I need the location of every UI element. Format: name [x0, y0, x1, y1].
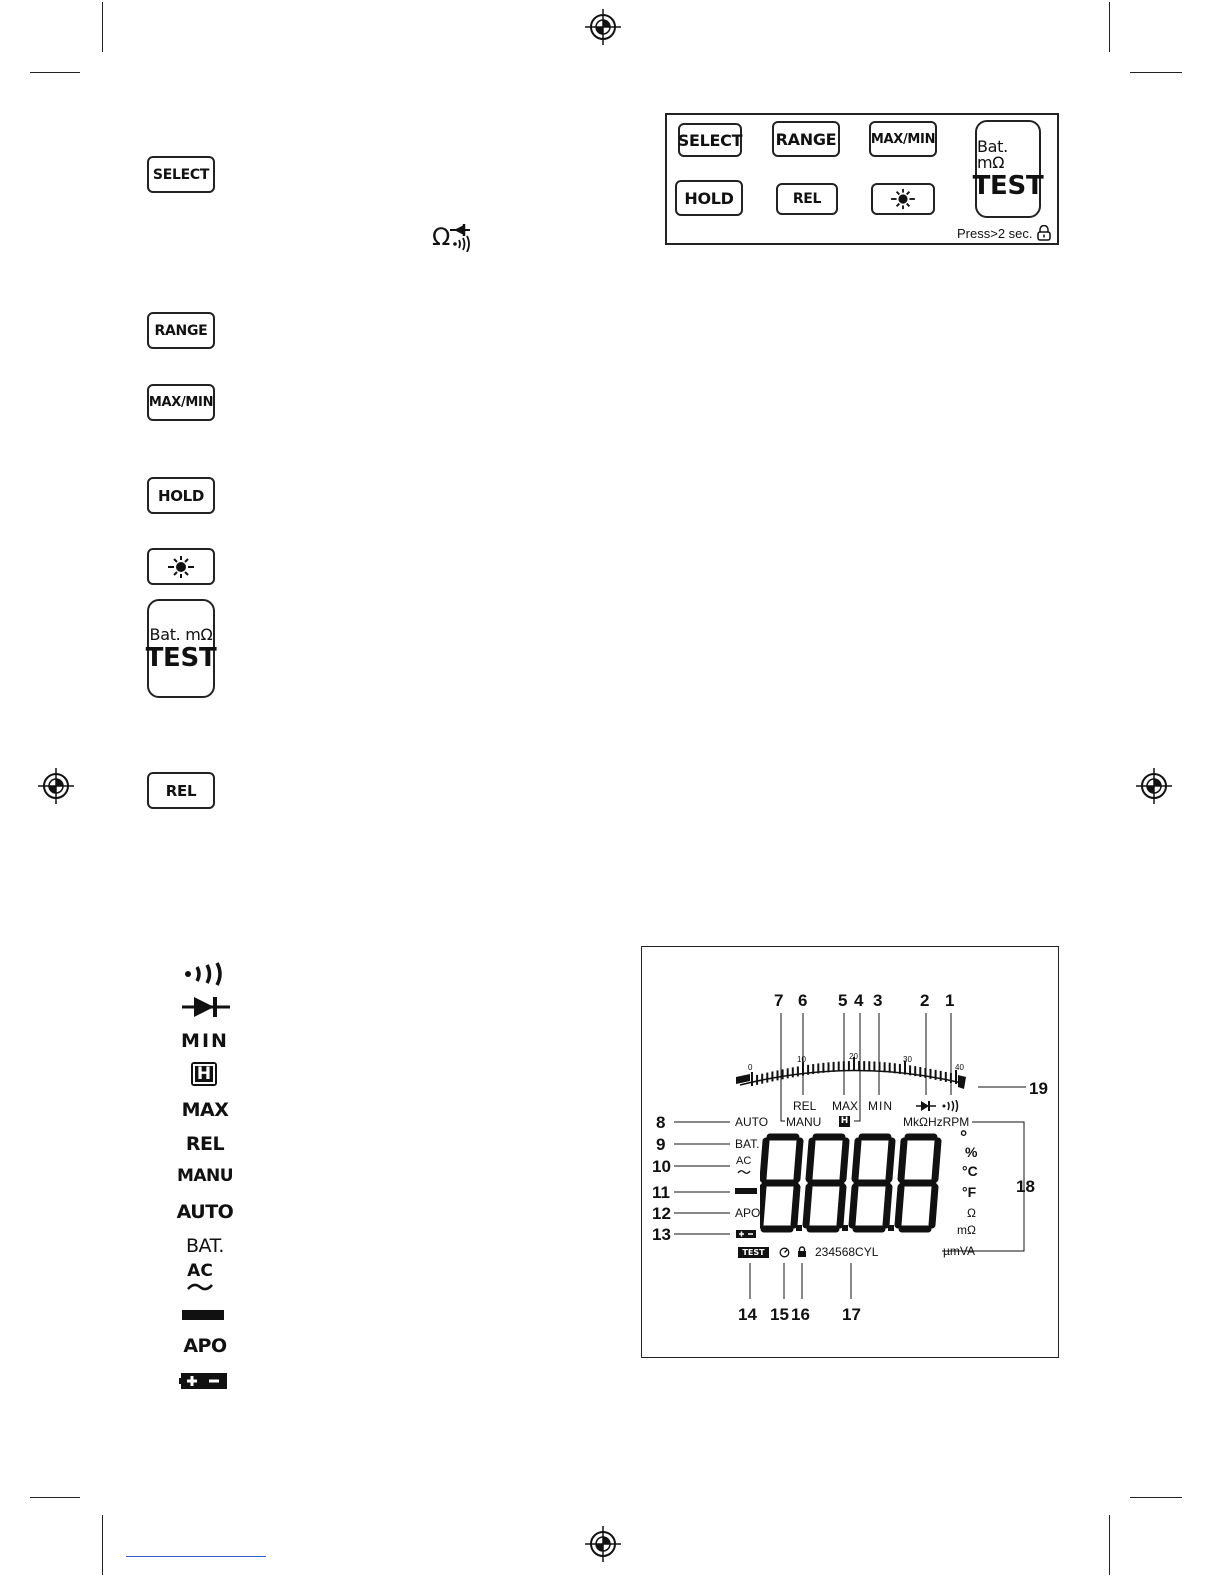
ann-continuity-icon — [942, 1100, 960, 1112]
sun-icon — [166, 555, 196, 579]
ann-lock-icon — [797, 1246, 807, 1258]
diode-continuity-icon — [450, 222, 474, 252]
crop-mark — [30, 1497, 80, 1498]
panel-hold-key: HOLD — [675, 180, 743, 216]
ann-auto: AUTO — [735, 1115, 769, 1129]
callout-19: 19 — [1029, 1079, 1048, 1098]
tilde-icon — [187, 1282, 213, 1292]
ac-icon — [180, 1263, 220, 1297]
callout-10: 10 — [652, 1157, 671, 1176]
digit-segment — [935, 1141, 938, 1179]
callout-12: 12 — [652, 1204, 671, 1223]
test-key-line1: Bat. mΩ — [149, 624, 213, 644]
ann-umva: µmVA — [943, 1244, 976, 1258]
panel-backlight-key — [871, 183, 935, 215]
panel-range-key: RANGE — [772, 121, 840, 157]
max-min-key: MAX/MIN — [147, 384, 215, 421]
registration-mark — [585, 1526, 621, 1562]
rel-key: REL — [147, 772, 215, 809]
ann-manu: MANU — [786, 1115, 822, 1129]
legend-auto: AUTO — [176, 1201, 234, 1223]
ann-degf: °F — [962, 1184, 977, 1200]
battery-icon — [179, 1371, 229, 1391]
callout-17: 17 — [842, 1305, 861, 1324]
callout-14: 14 — [738, 1305, 757, 1324]
callout-13: 13 — [652, 1225, 671, 1244]
lcd-digits — [760, 1133, 956, 1245]
registration-mark — [38, 768, 74, 804]
sun-icon — [888, 188, 918, 210]
digit-segment — [901, 1141, 904, 1179]
ann-test-label: TEST — [742, 1248, 765, 1257]
scale-40: 40 — [955, 1063, 964, 1072]
backlight-key — [147, 548, 215, 585]
callout-9: 9 — [656, 1135, 666, 1154]
digit-segment — [797, 1141, 800, 1179]
decimal-point — [796, 1225, 802, 1231]
registration-mark — [1136, 768, 1172, 804]
panel-test-key-line2: TEST — [972, 171, 1044, 201]
digit-segment — [760, 1187, 763, 1225]
crop-mark — [1130, 72, 1182, 73]
select-modes-symbols — [432, 220, 474, 254]
hold-icon — [191, 1062, 217, 1086]
digit-segment — [898, 1187, 901, 1225]
callout-1: 1 — [945, 991, 955, 1010]
ann-dc-bar — [735, 1188, 757, 1194]
lock-icon — [1037, 225, 1051, 241]
callout-2: 2 — [920, 991, 930, 1010]
ann-apo: APO — [735, 1206, 761, 1220]
panel-select-key: SELECT — [678, 123, 742, 157]
ann-rel: REL — [793, 1099, 817, 1113]
digit-segment — [889, 1141, 892, 1179]
scale-10: 10 — [797, 1055, 806, 1064]
ann-hold-icon: H — [840, 1116, 849, 1126]
callout-4: 4 — [854, 991, 864, 1010]
registration-mark — [585, 9, 621, 45]
digit-segment — [855, 1141, 858, 1179]
dc-icon — [182, 1310, 224, 1320]
crop-mark — [1130, 1497, 1182, 1498]
continuity-icon — [183, 962, 229, 986]
ann-units-top: MkΩHzRPM — [903, 1115, 970, 1129]
ann-tilde-icon — [737, 1169, 751, 1175]
legend-bat: BAT. — [186, 1235, 224, 1257]
digit-segment — [763, 1141, 766, 1179]
ohm-symbol: Ω — [432, 223, 451, 251]
digit-segment — [843, 1141, 846, 1179]
scale-0: 0 — [748, 1063, 753, 1072]
ann-mohm: mΩ — [957, 1223, 976, 1237]
crop-mark — [102, 2, 103, 52]
ann-ohm: Ω — [967, 1206, 976, 1220]
ann-max: MAX — [832, 1099, 859, 1113]
callout-16: 16 — [791, 1305, 810, 1324]
panel-test-key — [972, 120, 1044, 218]
callout-6: 6 — [798, 991, 808, 1010]
digit-segment — [886, 1187, 889, 1225]
callout-5: 5 — [838, 991, 848, 1010]
callout-8: 8 — [656, 1113, 666, 1132]
select-key: SELECT — [147, 156, 215, 193]
digit-segment — [794, 1187, 797, 1225]
callout-18: 18 — [1016, 1177, 1035, 1196]
ann-percent: % — [965, 1144, 978, 1160]
ann-ac — [736, 1155, 751, 1175]
hold-key: HOLD — [147, 477, 215, 514]
callout-7: 7 — [774, 991, 784, 1010]
crop-mark — [1109, 1515, 1110, 1575]
bar-graph-ticks — [752, 1057, 956, 1086]
lcd-diagram — [641, 946, 1059, 1358]
footer-rule — [126, 1556, 266, 1557]
digit-segment — [840, 1187, 843, 1225]
ann-min: MIN — [868, 1099, 893, 1113]
decimal-point — [888, 1225, 894, 1231]
ac-icon-label: AC — [187, 1261, 213, 1281]
digit-segment — [809, 1141, 812, 1179]
digit-segment — [932, 1187, 935, 1225]
legend-rel: REL — [185, 1133, 225, 1155]
press-note: Press>2 sec. — [957, 226, 1033, 241]
panel-rel-key: REL — [776, 183, 838, 215]
callout-15: 15 — [770, 1305, 789, 1324]
scale-30: 30 — [903, 1055, 912, 1064]
ann-deg: ° — [960, 1127, 968, 1147]
decimal-point — [842, 1225, 848, 1231]
ann-apo-clock-icon — [779, 1247, 790, 1258]
ann-cyl: 234568CYL — [815, 1245, 879, 1259]
crop-mark — [102, 1515, 103, 1575]
ann-test — [738, 1247, 769, 1258]
digit-segment — [852, 1187, 855, 1225]
test-key-line2: TEST — [145, 642, 217, 673]
ann-ac-label: AC — [736, 1155, 752, 1167]
keypad-panel — [665, 113, 1059, 245]
callout-11: 11 — [652, 1183, 670, 1202]
range-key: RANGE — [147, 312, 215, 349]
legend-manu: MANU — [176, 1166, 234, 1186]
ann-degc: °C — [962, 1163, 978, 1179]
ann-diode-icon — [916, 1101, 936, 1111]
diode-icon — [182, 996, 230, 1018]
digit-segment — [806, 1187, 809, 1225]
legend-max: MAX — [181, 1099, 229, 1121]
legend-min: MIN — [181, 1030, 229, 1052]
ann-bat: BAT. — [735, 1137, 760, 1151]
panel-test-key-line1: Bat. mΩ — [977, 137, 1008, 172]
ann-battery-icon — [735, 1229, 757, 1239]
test-key — [147, 599, 215, 698]
panel-max-min-key: MAX/MIN — [869, 121, 937, 157]
crop-mark — [30, 72, 80, 73]
crop-mark — [1109, 2, 1110, 52]
callout-3: 3 — [873, 991, 883, 1010]
hold-icon-letter: H — [193, 1064, 215, 1084]
scale-20: 20 — [849, 1052, 858, 1061]
legend-apo: APO — [183, 1335, 227, 1357]
